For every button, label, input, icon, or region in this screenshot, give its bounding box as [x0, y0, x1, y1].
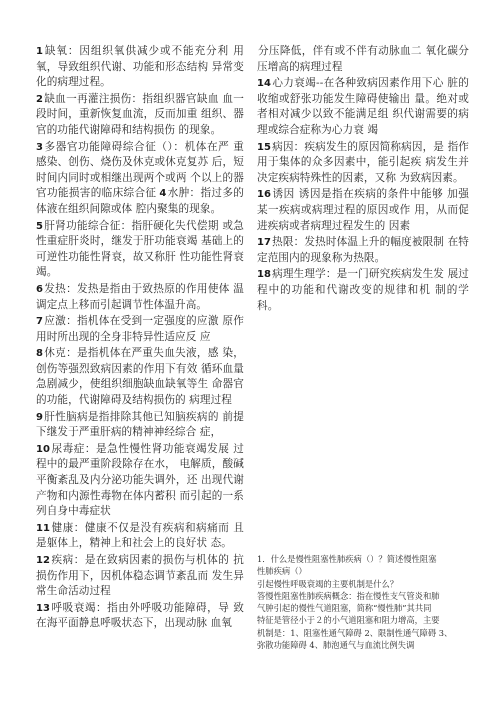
qa-line: 气肿引起的慢性气道阻塞，简称“慢性肺”其共同	[257, 603, 432, 614]
definition-entry: 12疾病：是在致病因素的损伤与机体的 抗损伤作用下，因机体稳态调节紊乱而 发生异常生命活动过程	[36, 554, 244, 598]
definition-entry: 7应激：指机体在受到一定强度的应激 原作用时所出现的全身非特异性适应反 应	[36, 315, 244, 343]
definition-entry: 16诱因 诱因是指在疾病的条件中能够 加强某一疾病或病理过程的原因或作 用，从而促进疾病或者病理过程发生的 因素	[257, 188, 469, 232]
definition-entry: 3多器官功能障碍综合征（）：机体在严 重感染、创伤、烧伤及休克或休克复苏 后，短时间内同时或相继出现两个或两 个以上的器官功能损害的临床综合征 4水肿：指过多的体液在组织间隙或体 腔内聚集的现象。	[36, 140, 244, 215]
qa-line: 引起慢性呼吸衰竭的主要机制是什么？	[257, 578, 399, 589]
definition-entry: 14心力衰竭--在各种致病因素作用下心 脏的收缩或舒张功能发生障碍使输出 量。绝对或者相对减少以致不能满足组 织代谢需要的病理或综合症称为心力衰 竭	[257, 77, 469, 136]
definition-entry: 18病理生理学：是一门研究疾病发生发 展过程中的功能和代谢改变的规律和机 制的学科。	[257, 268, 469, 312]
definition-entry: 11健康：健康不仅是没有疾病和病痛而 且是躯体上，精神上和社会上的良好状 态。	[36, 521, 244, 550]
definition-entry: 9肝性脑病是指排除其他已知脑疾病的 前提下继发于严重肝病的精神神经综合 症，	[36, 410, 244, 439]
definition-entry: 17热限：发热时体温上升的幅度被限制 在特定范围内的现象称为热限。	[257, 236, 469, 264]
right-column	[257, 44, 469, 315]
qa-block	[257, 553, 469, 651]
definition-entry: 2缺血一再灌注损伤：指组织器官缺血 血一段时间，重新恢复血流，反而加重 组织、器官的功能代谢障碍和结构损伤 的现象。	[36, 92, 244, 136]
qa-line: 机制是：1、阻塞性通气障碍 2、限制性通气障碍 3、	[257, 627, 453, 638]
definition-entry: 5肝肾功能综合征：指肝硬化失代偿期 或急性重症肝炎时，继发于肝功能衰竭 基础上的可逆性功能性肾衰，故又称肝 性功能性肾衰竭。	[36, 219, 244, 279]
definition-entry: 10尿毒症：是急性慢性肾功能衰竭发展 过程中的最严重阶段除存在水， 电解质，酸碱平衡紊乱及内分泌功能失调外，还 出现代谢产物和内源性毒物在体内蓄积 而引起的一系列自身中毒症状	[36, 442, 244, 518]
qa-line: 特征是管径小于２的小气道阻塞和阻力增高，主要	[257, 615, 440, 626]
left-column	[36, 44, 244, 633]
qa-line: 1．什么是慢性阻塞性肺疾病（）？简述慢性阻塞	[257, 554, 437, 564]
definition-entry: 15病因：疾病发生的原因简称病因，是 指作用于集体的众多因素中，能引起疾 病发生并决定疾病特殊性的因素，又称 为致病因素。	[257, 140, 469, 184]
qa-line: 答慢性阻塞性肺疾病概念：指在慢性支气管炎和肺	[257, 590, 440, 601]
definition-entry: 13呼吸衰竭：指由外呼吸功能障碍，导 致在海平面静息呼吸状态下，出现动脉 血氧	[36, 601, 244, 630]
qa-line: 性肺疾病（）	[257, 566, 307, 577]
qa-line: 弥散功能障碍 4、肺泡通气与血流比例失调	[257, 640, 415, 651]
definition-entry: 6发热：发热是指由于致热原的作用使体 温调定点上移而引起调节性体温升高。	[36, 282, 244, 311]
definition-entry: 1缺氧：因组织氧供减少或不能充分利 用氧，导致组织代谢、功能和形态结构 异常变化的病理过程。	[36, 45, 244, 89]
definition-entry: 分压降低，伴有或不伴有动脉血二 氧化碳分压增高的病理过程	[257, 45, 469, 73]
definition-entry: 8休克：是指机体在严重失血失液，感 染，创伤等强烈致病因素的作用下有效 循环血量急剧减少，使组织细胞缺血缺氧等生 命器官的功能，代谢障碍及结构损伤的 病理过程	[36, 347, 244, 407]
